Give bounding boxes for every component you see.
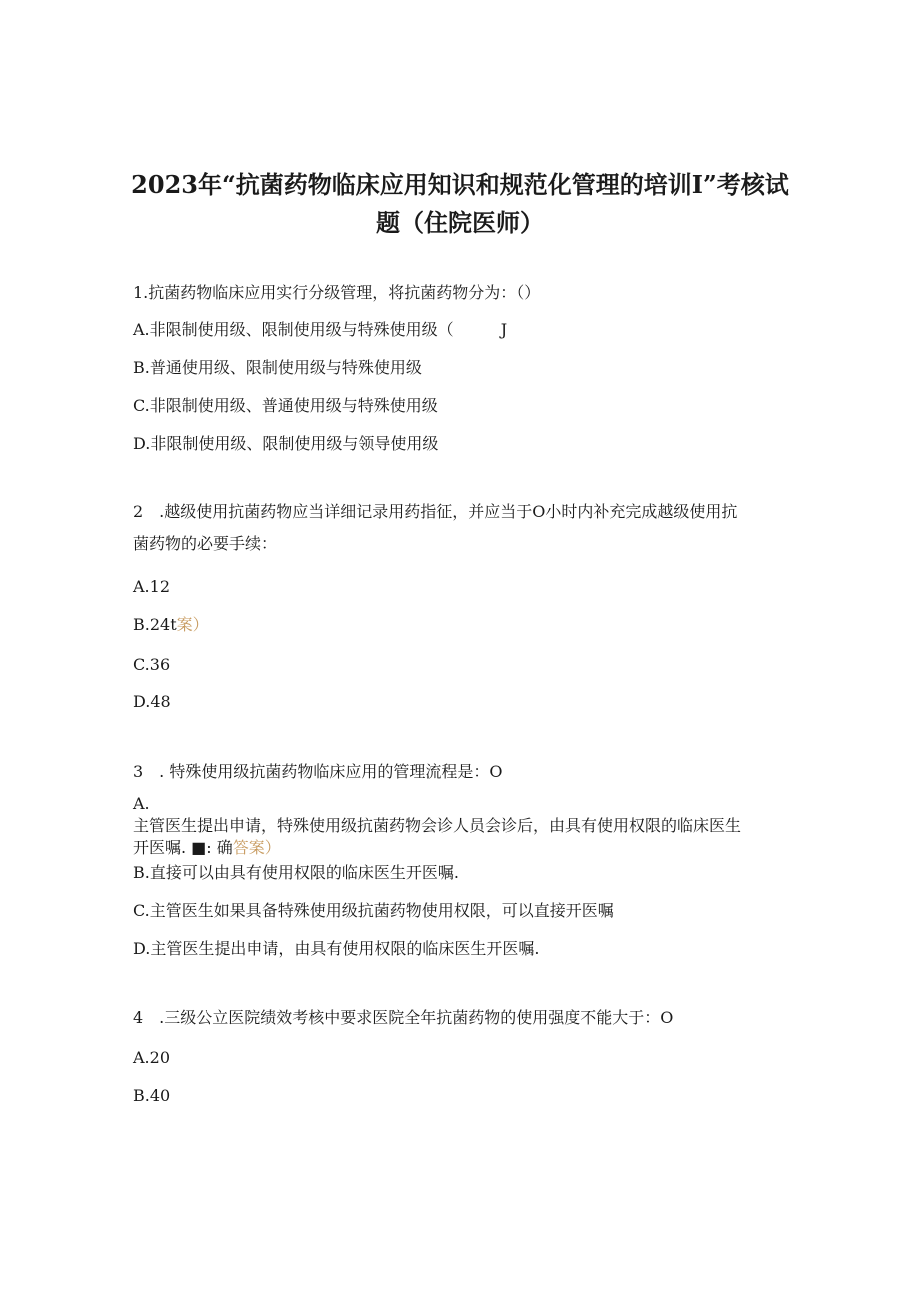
question-1-option-b: B.普通使用级、限制使用级与特殊使用级	[133, 358, 422, 377]
option-text: B.24	[133, 615, 171, 634]
option-text: 开医嘱. ■: 确	[133, 838, 233, 857]
question-1-stem: 1.抗菌药物临床应用实行分级管理，将抗菌药物分为：（）	[133, 283, 541, 302]
question-2-option-d: D.48	[133, 692, 171, 711]
answer-text: 案）	[176, 615, 209, 634]
question-3-option-a-line-2	[133, 837, 281, 859]
question-3-option-a-label: A.	[133, 794, 150, 813]
option-text: A.非限制使用级、限制使用级与特殊使用级（	[133, 320, 454, 339]
question-3-option-c: C.主管医生如果具备特殊使用级抗菌药物使用权限，可以直接开医嘱	[133, 901, 614, 920]
question-1-option-c: C.非限制使用级、普通使用级与特殊使用级	[133, 396, 438, 415]
option-tail: J	[500, 320, 508, 339]
document-title-line-2: 题（住院医师）	[376, 208, 544, 237]
question-3-option-d: D.主管医生提出申请，由具有使用权限的临床医生开医嘱.	[133, 939, 540, 958]
option-mark: t	[170, 615, 177, 634]
question-3-option-a-line-1: 主管医生提出申请，特殊使用级抗菌药物会诊人员会诊后，由具有使用权限的临床医生	[133, 816, 742, 835]
question-4-option-a: A.20	[133, 1048, 170, 1067]
question-1-option-d: D.非限制使用级、限制使用级与领导使用级	[133, 434, 439, 453]
document-title-line-1: 2023年“抗菌药物临床应用知识和规范化管理的培训I”考核试	[131, 170, 789, 199]
question-1-option-a	[133, 319, 507, 341]
question-2-stem-line-2: 菌药物的必要手续：	[133, 534, 278, 553]
question-2-option-a: A.12	[133, 577, 170, 596]
answer-text: 答案）	[232, 838, 281, 857]
question-2-stem-line-1: 2 .越级使用抗菌药物应当详细记录用药指征，并应当于O小时内补充完成越级使用抗	[133, 502, 738, 521]
question-4-option-b: B.40	[133, 1086, 171, 1105]
question-3-stem: 3 . 特殊使用级抗菌药物临床应用的管理流程是：O	[133, 762, 503, 781]
question-2-option-c: C.36	[133, 655, 171, 674]
question-3-option-b: B.直接可以由具有使用权限的临床医生开医嘱.	[133, 863, 459, 882]
question-4-stem: 4 .三级公立医院绩效考核中要求医院全年抗菌药物的使用强度不能大于：O	[133, 1008, 674, 1027]
question-2-option-b	[133, 614, 209, 636]
